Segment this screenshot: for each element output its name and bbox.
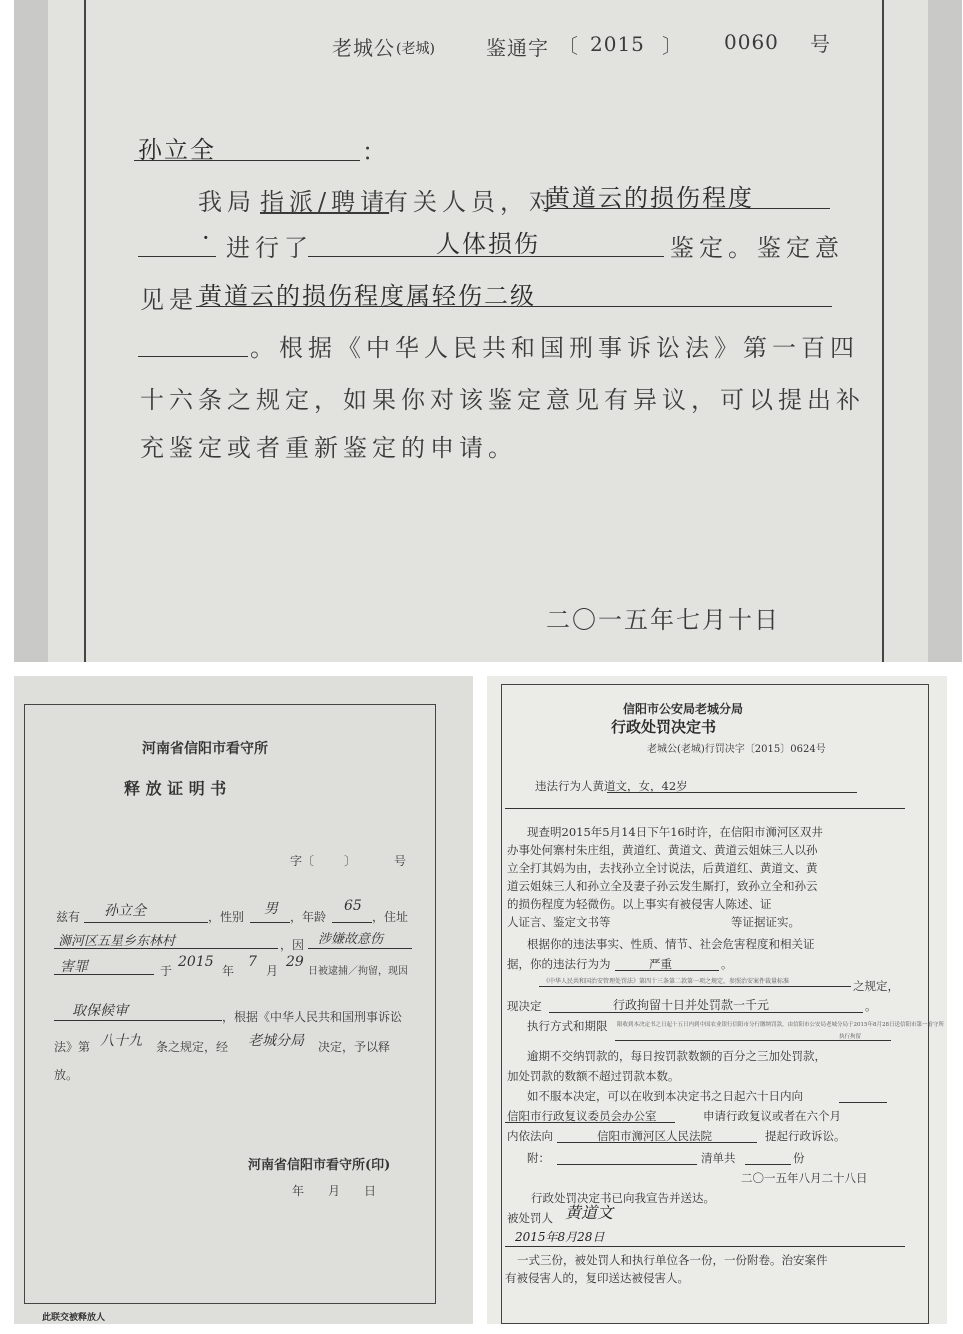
release-certificate-photo — [14, 676, 473, 1324]
attach-count-label: 清单共 — [701, 1151, 736, 1165]
facts-line-4: 道云姐妹三人和孙立全及妻子孙云发生厮打，致孙立全和孙云 — [507, 879, 818, 893]
release-reason: 涉嫌故意伤 — [318, 932, 384, 947]
line5: 十六条之规定，如果你对该鉴定意见有异议，可以提出补 — [140, 386, 865, 414]
line1-fill: 黄道云的损伤程度 — [546, 184, 754, 212]
facts-line-7: 等证据证实。 — [731, 915, 800, 929]
release-bail: 取保候审 — [72, 1003, 128, 1019]
signer-signature: 黄道文 — [565, 1203, 614, 1222]
facts-line-6: 人证言、鉴定文书等 — [507, 915, 611, 929]
court-underline — [557, 1142, 757, 1143]
recipient-colon: ： — [362, 138, 391, 166]
recipient-name: 孙立全 — [138, 136, 216, 164]
penalty-decision-photo — [487, 676, 947, 1324]
header-suffix: 号 — [810, 32, 831, 56]
line2-underline-a — [138, 256, 216, 257]
release-address: 浉河区五星乡东林村 — [58, 934, 176, 949]
footer-line-2: 有被侵害人的，复印送达被侵害人。 — [505, 1271, 689, 1285]
header-word: 鉴通字 — [486, 36, 549, 60]
release-row1-c: ，年龄 — [290, 910, 327, 924]
signer-separator — [505, 1246, 905, 1247]
nature-line-2: 据，你的违法行为为 — [507, 957, 611, 971]
release-row3-c: 月 — [266, 964, 279, 978]
appeal-body-underline — [505, 1122, 675, 1123]
law-citation: 《中华人民共和国治安管理处罚法》第四十三条第二款第一项之规定，参照治安案件裁量标准 — [543, 978, 790, 985]
facts-line-5: 的损伤程度为轻微伤。以上事实有被侵害人陈述、证 — [507, 897, 772, 911]
release-seal: 河南省信阳市看守所(印) — [248, 1158, 391, 1173]
header-rbracket: 〕 — [662, 34, 683, 58]
line1-underline — [544, 208, 830, 209]
late-line-1: 逾期不交纳罚款的，每日按罚款数额的百分之三加处罚款， — [527, 1049, 826, 1063]
line2-underline-b — [308, 256, 664, 257]
release-age-underline — [332, 922, 372, 923]
attach-label: 附： — [527, 1151, 550, 1165]
header-prefix: 老城公 — [332, 36, 395, 60]
release-article: 八十九 — [100, 1033, 142, 1049]
release-row5-a: 法》第 — [54, 1040, 91, 1054]
penalty-offender-underline — [607, 792, 857, 793]
line1-b: 指派/聘请 — [260, 188, 390, 216]
nature-underline — [615, 970, 719, 971]
release-name-underline — [84, 922, 208, 923]
release-reason-cont-underline — [54, 974, 154, 975]
penalty-date: 二〇一五年八月二十八日 — [741, 1171, 868, 1185]
header-branch: (老城) — [396, 41, 435, 57]
release-year: 2015 — [178, 954, 214, 970]
law-suffix: 之规定， — [853, 979, 899, 993]
release-ref-bracket: 〕 — [344, 854, 357, 868]
exec-label: 执行方式和期限 — [527, 1019, 608, 1033]
facts-line-3: 立全打其妈为由，去找孙立全讨说法，后黄道红、黄道文、黄 — [507, 861, 818, 875]
line3-underline — [196, 306, 832, 307]
release-age: 65 — [344, 898, 362, 914]
release-ref-suffix: 号 — [394, 854, 407, 868]
release-date-line: 年 月 日 — [292, 1184, 377, 1198]
release-sex: 男 — [264, 901, 278, 917]
release-address-underline — [54, 948, 278, 949]
penalty-offender: 违法行为人黄道文，女，42岁 — [535, 779, 688, 793]
penalty-offender-underline-2 — [505, 808, 905, 809]
late-line-2: 加处罚款的数额不超过罚款本数。 — [507, 1069, 680, 1083]
appraisal-notice-photo — [14, 0, 962, 662]
line4-underline — [138, 356, 248, 357]
appeal-line-1: 如不服本决定，可以在收到本决定书之日起六十日内向 — [527, 1089, 803, 1103]
line2-dot: · — [202, 224, 212, 252]
exec-detail-2: 执行拘留 — [839, 1034, 862, 1040]
attach-count-underline — [745, 1164, 791, 1165]
release-row1-a: 兹有 — [56, 910, 81, 924]
release-row4-a: ，根据《中华人民共和国刑事诉讼 — [222, 1010, 403, 1024]
line4: 。根据《中华人民共和国刑事诉讼法》第一百四 — [250, 334, 859, 362]
appeal-line-2: 申请行政复议或者在六个月 — [703, 1109, 841, 1123]
decide-underline — [549, 1012, 863, 1013]
release-bail-underline — [54, 1020, 222, 1021]
line2-b: 鉴定。鉴定意 — [670, 234, 844, 262]
exec-underline — [615, 1040, 891, 1041]
appeal-underline-1 — [839, 1102, 887, 1103]
release-row5-c: 决定，予以释 — [318, 1040, 391, 1054]
decide-fill: 行政拘留十日并处罚款一千元 — [613, 998, 770, 1012]
release-title: 释 放 证 明 书 — [124, 779, 227, 798]
release-footer: 此联交被释放人 — [42, 1313, 106, 1323]
release-name: 孙立全 — [104, 903, 146, 919]
nature-end: 。 — [721, 957, 733, 971]
penalty-ref: 老城公(老城)行罚决字〔2015〕0624号 — [647, 744, 826, 755]
court-name: 信阳市浉河区人民法院 — [597, 1129, 712, 1143]
release-row1-d: ，住址 — [372, 910, 409, 924]
header-number: 0060 — [724, 30, 779, 54]
line2-a: 进行了 — [226, 234, 313, 262]
decide-label: 现决定 — [507, 999, 542, 1013]
release-row2-a: ，因 — [280, 938, 305, 952]
line1-a: 我局 — [198, 188, 256, 216]
exec-detail: 限收到本决定书之日起十五日内到中国农业银行信阳市分行缴纳罚款，由信阳市公安局老城分局于2015年8月28日送信阳市第一看守所 — [617, 1022, 944, 1028]
signer-label: 被处罚人 — [507, 1211, 553, 1225]
line6: 充鉴定或者重新鉴定的申请。 — [140, 434, 517, 462]
release-ref-prefix: 字〔 — [290, 854, 315, 868]
nature-line-1: 根据你的违法事实、性质、情节、社会危害程度和相关证 — [527, 937, 815, 951]
recipient-underline — [134, 160, 360, 161]
release-day: 29 — [286, 954, 304, 970]
penalty-org: 信阳市公安局老城分局 — [623, 702, 744, 716]
attach-underline — [557, 1164, 697, 1165]
release-decider: 老城分局 — [248, 1033, 304, 1049]
notice-date: 二〇一五年七月十日 — [546, 606, 780, 634]
penalty-title: 行政处罚决定书 — [611, 718, 717, 736]
line2-fill: 人体损伤 — [436, 230, 540, 258]
footer-line-1: 一式三份，被处罚人和执行单位各一份，一份附卷。治安案件 — [517, 1253, 828, 1267]
release-row1-b: ，性别 — [208, 910, 245, 924]
release-row3-b: 年 — [222, 964, 235, 978]
header-lbracket: 〔 — [558, 34, 579, 58]
line3-fill: 黄道云的损伤程度属轻伤二级 — [198, 282, 536, 310]
appeal-body: 信阳市行政复议委员会办公室 — [507, 1109, 657, 1123]
facts-line-2: 办事处何寨村朱庄组，黄道红、黄道文、黄道云姐妹三人以孙 — [507, 843, 818, 857]
release-row3-d: 日被逮捕／拘留，现因 — [308, 966, 408, 977]
nature-fill: 严重 — [649, 957, 672, 971]
release-reason-underline — [308, 948, 412, 949]
decide-end: 。 — [865, 999, 877, 1013]
release-row5-b: 条之规定，经 — [156, 1040, 229, 1054]
appeal-line-3-end: 提起行政诉讼。 — [765, 1129, 846, 1143]
release-month: 7 — [248, 954, 257, 970]
appeal-line-3: 内依法向 — [507, 1129, 553, 1143]
line1-c: 有关人员，对 — [384, 188, 558, 216]
header-year: 2015 — [590, 32, 645, 56]
release-sex-underline — [250, 922, 290, 923]
facts-line-1: 现查明2015年5月14日下午16时许，在信阳市浉河区双井 — [527, 825, 823, 839]
release-reason-cont: 害罪 — [60, 959, 88, 975]
attach-unit: 份 — [793, 1151, 805, 1165]
line3-a: 见是 — [140, 286, 198, 314]
release-row3-a: 于 — [160, 964, 173, 978]
signer-date: 2015年8月28日 — [515, 1230, 605, 1244]
release-org: 河南省信阳市看守所 — [142, 741, 268, 757]
law-underline — [539, 986, 851, 987]
release-row6: 放。 — [54, 1068, 79, 1082]
served-statement: 行政处罚决定书已向我宣告并送达。 — [531, 1191, 715, 1205]
